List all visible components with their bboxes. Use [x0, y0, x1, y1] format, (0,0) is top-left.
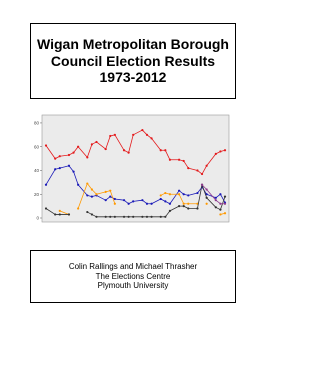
data-point: [206, 203, 208, 205]
data-point: [91, 213, 93, 215]
data-point: [187, 203, 189, 205]
data-point: [59, 167, 61, 169]
data-point: [77, 207, 79, 209]
data-point: [187, 194, 189, 196]
data-point: [219, 193, 221, 195]
data-point: [128, 203, 130, 205]
data-point: [54, 213, 56, 215]
data-point: [224, 203, 226, 205]
data-point: [183, 203, 185, 205]
data-point: [59, 155, 61, 157]
data-point: [183, 193, 185, 195]
data-point: [54, 168, 56, 170]
data-point: [86, 182, 88, 184]
title-line-1: Wigan Metropolitan Borough: [37, 36, 229, 53]
data-point: [95, 141, 97, 143]
y-tick-label: 60: [33, 144, 39, 150]
data-point: [123, 216, 125, 218]
data-point: [109, 135, 111, 137]
data-point: [109, 190, 111, 192]
data-point: [164, 216, 166, 218]
data-point: [146, 134, 148, 136]
data-point: [206, 165, 208, 167]
data-point: [224, 149, 226, 151]
data-point: [128, 216, 130, 218]
data-point: [215, 199, 217, 201]
data-point: [72, 171, 74, 173]
data-point: [150, 203, 152, 205]
credit-university: Plymouth University: [97, 281, 169, 291]
data-point: [178, 193, 180, 195]
credit-authors: Colin Rallings and Michael Thrasher: [68, 261, 198, 271]
data-point: [123, 199, 125, 201]
data-point: [114, 216, 116, 218]
plot-area: [42, 115, 229, 222]
data-point: [114, 203, 116, 205]
credit-organisation: The Elections Centre: [95, 271, 171, 281]
credits-box: [30, 250, 236, 303]
data-point: [86, 211, 88, 213]
data-point: [169, 159, 171, 161]
data-point: [169, 193, 171, 195]
data-point: [105, 148, 107, 150]
data-point: [95, 193, 97, 195]
data-point: [105, 216, 107, 218]
data-point: [178, 190, 180, 192]
data-point: [86, 194, 88, 196]
data-point: [187, 207, 189, 209]
data-point: [123, 149, 125, 151]
data-point: [178, 159, 180, 161]
data-point: [164, 192, 166, 194]
data-point: [141, 216, 143, 218]
data-point: [114, 134, 116, 136]
data-point: [224, 196, 226, 198]
data-point: [146, 216, 148, 218]
data-point: [86, 156, 88, 158]
data-point: [109, 196, 111, 198]
data-point: [219, 213, 221, 215]
data-point: [141, 199, 143, 201]
data-point: [68, 213, 70, 215]
y-tick-label: 80: [33, 120, 39, 126]
data-point: [206, 197, 208, 199]
data-point: [187, 167, 189, 169]
data-point: [215, 153, 217, 155]
data-point: [95, 216, 97, 218]
data-point: [201, 184, 203, 186]
data-point: [215, 206, 217, 208]
title-line-3: 1973-2012: [99, 69, 167, 86]
data-point: [132, 134, 134, 136]
data-point: [72, 152, 74, 154]
data-point: [150, 216, 152, 218]
data-point: [169, 210, 171, 212]
data-point: [68, 165, 70, 167]
data-point: [132, 200, 134, 202]
data-point: [160, 149, 162, 151]
data-point: [219, 203, 221, 205]
data-point: [219, 150, 221, 152]
data-point: [183, 205, 185, 207]
data-point: [45, 207, 47, 209]
data-point: [160, 194, 162, 196]
y-tick-label: 40: [33, 168, 39, 174]
data-point: [150, 137, 152, 139]
data-point: [109, 216, 111, 218]
data-point: [219, 209, 221, 211]
data-point: [196, 169, 198, 171]
data-point: [196, 192, 198, 194]
data-point: [178, 205, 180, 207]
data-point: [91, 196, 93, 198]
data-point: [128, 152, 130, 154]
data-point: [132, 216, 134, 218]
y-tick-label: 20: [33, 191, 39, 197]
data-point: [160, 198, 162, 200]
data-point: [68, 154, 70, 156]
title-line-2: Council Election Results: [50, 52, 216, 69]
title-box: [30, 23, 236, 99]
data-point: [196, 207, 198, 209]
data-point: [45, 184, 47, 186]
data-point: [91, 143, 93, 145]
election-results-chart: [31, 111, 236, 226]
data-point: [59, 210, 61, 212]
data-point: [206, 188, 208, 190]
data-point: [105, 191, 107, 193]
data-point: [91, 188, 93, 190]
data-point: [183, 160, 185, 162]
data-point: [59, 213, 61, 215]
data-point: [114, 198, 116, 200]
y-tick-label: 0: [36, 215, 39, 221]
data-point: [45, 144, 47, 146]
data-point: [105, 199, 107, 201]
data-point: [146, 203, 148, 205]
data-point: [160, 216, 162, 218]
data-point: [141, 129, 143, 131]
data-point: [77, 146, 79, 148]
data-point: [224, 212, 226, 214]
data-point: [164, 149, 166, 151]
data-point: [169, 203, 171, 205]
data-point: [54, 157, 56, 159]
data-point: [164, 200, 166, 202]
data-point: [201, 173, 203, 175]
data-point: [215, 197, 217, 199]
data-point: [77, 184, 79, 186]
